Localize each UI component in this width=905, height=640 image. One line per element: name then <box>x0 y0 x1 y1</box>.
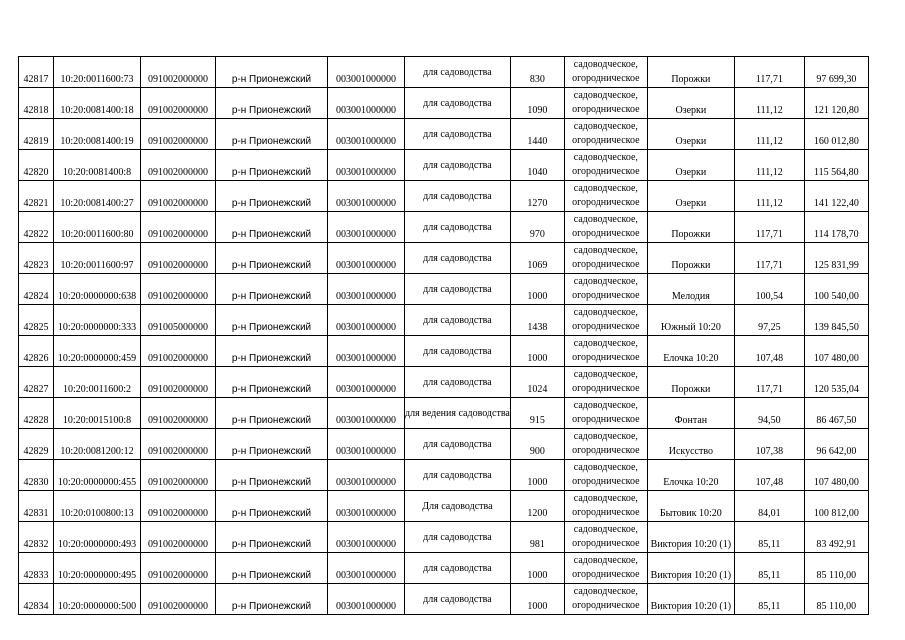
land-kind-cell: садоводческое, огородническое <box>564 57 647 88</box>
land-kind-cell: садоводческое, огородническое <box>564 119 647 150</box>
table-row <box>19 553 869 584</box>
cadastral-number-cell: 10:20:0081400:19 <box>54 119 141 150</box>
permitted-use-cell: для садоводства <box>405 367 511 398</box>
row-number-cell: 42831 <box>19 491 54 522</box>
oktmo-code-cell: 003001000000 <box>328 367 405 398</box>
permitted-use-cell: для садоводства <box>405 274 511 305</box>
land-kind-cell: садоводческое, огородническое <box>564 429 647 460</box>
land-kind-cell: садоводческое, огородническое <box>564 305 647 336</box>
oktmo-code-cell: 003001000000 <box>328 553 405 584</box>
okato-code-cell: 091002000000 <box>141 522 216 553</box>
table-row <box>19 305 869 336</box>
settlement-cell: Порожки <box>647 57 734 88</box>
row-number-cell: 42823 <box>19 243 54 274</box>
area-cell: 1270 <box>510 181 564 212</box>
district-cell: р-н Прионежский <box>216 181 328 212</box>
settlement-cell: Озерки <box>647 88 734 119</box>
row-number-cell: 42834 <box>19 584 54 615</box>
okato-code-cell: 091002000000 <box>141 429 216 460</box>
row-number-cell: 42827 <box>19 367 54 398</box>
district-cell: р-н Прионежский <box>216 150 328 181</box>
land-kind-cell: садоводческое, огородническое <box>564 367 647 398</box>
settlement-cell: Озерки <box>647 119 734 150</box>
table-row <box>19 150 869 181</box>
row-number-cell: 42824 <box>19 274 54 305</box>
area-cell: 900 <box>510 429 564 460</box>
row-number-cell: 42826 <box>19 336 54 367</box>
specific-value-cell: 107,38 <box>734 429 804 460</box>
table-row <box>19 88 869 119</box>
specific-value-cell: 94,50 <box>734 398 804 429</box>
oktmo-code-cell: 003001000000 <box>328 88 405 119</box>
land-kind-cell: садоводческое, огородническое <box>564 491 647 522</box>
area-cell: 1090 <box>510 88 564 119</box>
row-number-cell: 42822 <box>19 212 54 243</box>
specific-value-cell: 117,71 <box>734 243 804 274</box>
district-cell: р-н Прионежский <box>216 522 328 553</box>
permitted-use-cell: для садоводства <box>405 243 511 274</box>
settlement-cell: Порожки <box>647 243 734 274</box>
land-kind-cell: садоводческое, огородническое <box>564 181 647 212</box>
oktmo-code-cell: 003001000000 <box>328 305 405 336</box>
oktmo-code-cell: 003001000000 <box>328 491 405 522</box>
settlement-cell: Бытовик 10:20 <box>647 491 734 522</box>
settlement-cell: Озерки <box>647 150 734 181</box>
district-cell: р-н Прионежский <box>216 367 328 398</box>
row-number-cell: 42828 <box>19 398 54 429</box>
okato-code-cell: 091002000000 <box>141 460 216 491</box>
okato-code-cell: 091002000000 <box>141 398 216 429</box>
land-kind-cell: садоводческое, огородническое <box>564 460 647 491</box>
row-number-cell: 42817 <box>19 57 54 88</box>
permitted-use-cell: для ведения садоводства <box>405 398 511 429</box>
district-cell: р-н Прионежский <box>216 429 328 460</box>
area-cell: 1040 <box>510 150 564 181</box>
oktmo-code-cell: 003001000000 <box>328 181 405 212</box>
land-kind-cell: садоводческое, огородническое <box>564 274 647 305</box>
cadastral-value-cell: 115 564,80 <box>804 150 868 181</box>
oktmo-code-cell: 003001000000 <box>328 398 405 429</box>
land-kind-cell: садоводческое, огородническое <box>564 150 647 181</box>
table-row <box>19 460 869 491</box>
specific-value-cell: 111,12 <box>734 88 804 119</box>
table-row <box>19 212 869 243</box>
row-number-cell: 42833 <box>19 553 54 584</box>
table-row <box>19 181 869 212</box>
cadastral-value-cell: 121 120,80 <box>804 88 868 119</box>
cadastral-value-cell: 141 122,40 <box>804 181 868 212</box>
cadastral-number-cell: 10:20:0100800:13 <box>54 491 141 522</box>
district-cell: р-н Прионежский <box>216 212 328 243</box>
district-cell: р-н Прионежский <box>216 305 328 336</box>
permitted-use-cell: Для садоводства <box>405 491 511 522</box>
permitted-use-cell: для садоводства <box>405 429 511 460</box>
specific-value-cell: 117,71 <box>734 367 804 398</box>
area-cell: 830 <box>510 57 564 88</box>
table-row <box>19 274 869 305</box>
cadastral-number-cell: 10:20:0000000:459 <box>54 336 141 367</box>
oktmo-code-cell: 003001000000 <box>328 119 405 150</box>
district-cell: р-н Прионежский <box>216 553 328 584</box>
cadastral-value-cell: 100 812,00 <box>804 491 868 522</box>
cadastral-value-cell: 86 467,50 <box>804 398 868 429</box>
permitted-use-cell: для садоводства <box>405 305 511 336</box>
oktmo-code-cell: 003001000000 <box>328 212 405 243</box>
cadastral-number-cell: 10:20:0081400:27 <box>54 181 141 212</box>
row-number-cell: 42829 <box>19 429 54 460</box>
specific-value-cell: 107,48 <box>734 336 804 367</box>
okato-code-cell: 091002000000 <box>141 181 216 212</box>
cadastral-value-cell: 85 110,00 <box>804 553 868 584</box>
settlement-cell: Южный 10:20 <box>647 305 734 336</box>
permitted-use-cell: для садоводства <box>405 57 511 88</box>
oktmo-code-cell: 003001000000 <box>328 522 405 553</box>
cadastral-value-cell: 107 480,00 <box>804 336 868 367</box>
okato-code-cell: 091002000000 <box>141 212 216 243</box>
oktmo-code-cell: 003001000000 <box>328 150 405 181</box>
settlement-cell: Виктория 10:20 (1) <box>647 584 734 615</box>
district-cell: р-н Прионежский <box>216 274 328 305</box>
settlement-cell: Мелодия <box>647 274 734 305</box>
cadastral-value-cell: 85 110,00 <box>804 584 868 615</box>
okato-code-cell: 091002000000 <box>141 57 216 88</box>
land-kind-cell: садоводческое, огородническое <box>564 398 647 429</box>
cadastral-number-cell: 10:20:0000000:638 <box>54 274 141 305</box>
table-row <box>19 119 869 150</box>
cadastral-value-cell: 83 492,91 <box>804 522 868 553</box>
okato-code-cell: 091002000000 <box>141 584 216 615</box>
land-kind-cell: садоводческое, огородническое <box>564 88 647 119</box>
cadastral-number-cell: 10:20:0000000:500 <box>54 584 141 615</box>
row-number-cell: 42830 <box>19 460 54 491</box>
district-cell: р-н Прионежский <box>216 88 328 119</box>
cadastral-number-cell: 10:20:0081400:8 <box>54 150 141 181</box>
settlement-cell: Виктория 10:20 (1) <box>647 522 734 553</box>
area-cell: 1024 <box>510 367 564 398</box>
row-number-cell: 42819 <box>19 119 54 150</box>
permitted-use-cell: для садоводства <box>405 584 511 615</box>
okato-code-cell: 091005000000 <box>141 305 216 336</box>
district-cell: р-н Прионежский <box>216 119 328 150</box>
okato-code-cell: 091002000000 <box>141 243 216 274</box>
area-cell: 1000 <box>510 336 564 367</box>
cadastral-number-cell: 10:20:0011600:97 <box>54 243 141 274</box>
settlement-cell: Искусство <box>647 429 734 460</box>
okato-code-cell: 091002000000 <box>141 336 216 367</box>
okato-code-cell: 091002000000 <box>141 88 216 119</box>
specific-value-cell: 84,01 <box>734 491 804 522</box>
settlement-cell: Виктория 10:20 (1) <box>647 553 734 584</box>
table-row <box>19 522 869 553</box>
oktmo-code-cell: 003001000000 <box>328 243 405 274</box>
area-cell: 1000 <box>510 460 564 491</box>
cadastral-value-cell: 139 845,50 <box>804 305 868 336</box>
land-plots-table <box>18 56 869 615</box>
area-cell: 970 <box>510 212 564 243</box>
area-cell: 915 <box>510 398 564 429</box>
permitted-use-cell: для садоводства <box>405 119 511 150</box>
table-row <box>19 398 869 429</box>
okato-code-cell: 091002000000 <box>141 553 216 584</box>
specific-value-cell: 111,12 <box>734 181 804 212</box>
row-number-cell: 42825 <box>19 305 54 336</box>
area-cell: 1200 <box>510 491 564 522</box>
permitted-use-cell: для садоводства <box>405 88 511 119</box>
cadastral-value-cell: 125 831,99 <box>804 243 868 274</box>
area-cell: 1000 <box>510 274 564 305</box>
cadastral-value-cell: 160 012,80 <box>804 119 868 150</box>
permitted-use-cell: для садоводства <box>405 522 511 553</box>
table-row <box>19 243 869 274</box>
district-cell: р-н Прионежский <box>216 243 328 274</box>
okato-code-cell: 091002000000 <box>141 367 216 398</box>
settlement-cell: Порожки <box>647 212 734 243</box>
cadastral-number-cell: 10:20:0000000:493 <box>54 522 141 553</box>
oktmo-code-cell: 003001000000 <box>328 584 405 615</box>
specific-value-cell: 97,25 <box>734 305 804 336</box>
specific-value-cell: 100,54 <box>734 274 804 305</box>
row-number-cell: 42821 <box>19 181 54 212</box>
area-cell: 1440 <box>510 119 564 150</box>
area-cell: 1000 <box>510 553 564 584</box>
table-row <box>19 367 869 398</box>
cadastral-value-cell: 120 535,04 <box>804 367 868 398</box>
permitted-use-cell: для садоводства <box>405 181 511 212</box>
land-kind-cell: садоводческое, огородническое <box>564 336 647 367</box>
cadastral-number-cell: 10:20:0000000:455 <box>54 460 141 491</box>
area-cell: 1069 <box>510 243 564 274</box>
settlement-cell: Озерки <box>647 181 734 212</box>
cadastral-value-cell: 96 642,00 <box>804 429 868 460</box>
cadastral-number-cell: 10:20:0011600:80 <box>54 212 141 243</box>
okato-code-cell: 091002000000 <box>141 491 216 522</box>
cadastral-value-cell: 97 699,30 <box>804 57 868 88</box>
settlement-cell: Порожки <box>647 367 734 398</box>
okato-code-cell: 091002000000 <box>141 150 216 181</box>
land-kind-cell: садоводческое, огородническое <box>564 584 647 615</box>
specific-value-cell: 117,71 <box>734 212 804 243</box>
cadastral-value-cell: 100 540,00 <box>804 274 868 305</box>
permitted-use-cell: для садоводства <box>405 553 511 584</box>
specific-value-cell: 117,71 <box>734 57 804 88</box>
cadastral-number-cell: 10:20:0081400:18 <box>54 88 141 119</box>
table-row <box>19 491 869 522</box>
table-row <box>19 57 869 88</box>
cadastral-value-cell: 107 480,00 <box>804 460 868 491</box>
oktmo-code-cell: 003001000000 <box>328 57 405 88</box>
permitted-use-cell: для садоводства <box>405 150 511 181</box>
table-row <box>19 336 869 367</box>
settlement-cell: Елочка 10:20 <box>647 336 734 367</box>
district-cell: р-н Прионежский <box>216 584 328 615</box>
district-cell: р-н Прионежский <box>216 398 328 429</box>
area-cell: 981 <box>510 522 564 553</box>
okato-code-cell: 091002000000 <box>141 274 216 305</box>
permitted-use-cell: для садоводства <box>405 336 511 367</box>
specific-value-cell: 85,11 <box>734 584 804 615</box>
cadastral-number-cell: 10:20:0011600:73 <box>54 57 141 88</box>
settlement-cell: Фонтан <box>647 398 734 429</box>
area-cell: 1438 <box>510 305 564 336</box>
specific-value-cell: 107,48 <box>734 460 804 491</box>
cadastral-number-cell: 10:20:0000000:333 <box>54 305 141 336</box>
cadastral-number-cell: 10:20:0081200:12 <box>54 429 141 460</box>
district-cell: р-н Прионежский <box>216 460 328 491</box>
settlement-cell: Елочка 10:20 <box>647 460 734 491</box>
area-cell: 1000 <box>510 584 564 615</box>
document-page <box>18 56 869 615</box>
district-cell: р-н Прионежский <box>216 57 328 88</box>
oktmo-code-cell: 003001000000 <box>328 460 405 491</box>
cadastral-number-cell: 10:20:0011600:2 <box>54 367 141 398</box>
specific-value-cell: 85,11 <box>734 553 804 584</box>
land-kind-cell: садоводческое, огородническое <box>564 522 647 553</box>
row-number-cell: 42820 <box>19 150 54 181</box>
specific-value-cell: 111,12 <box>734 150 804 181</box>
oktmo-code-cell: 003001000000 <box>328 336 405 367</box>
table-row <box>19 584 869 615</box>
oktmo-code-cell: 003001000000 <box>328 274 405 305</box>
row-number-cell: 42818 <box>19 88 54 119</box>
permitted-use-cell: для садоводства <box>405 212 511 243</box>
district-cell: р-н Прионежский <box>216 336 328 367</box>
specific-value-cell: 111,12 <box>734 119 804 150</box>
table-row <box>19 429 869 460</box>
permitted-use-cell: для садоводства <box>405 460 511 491</box>
land-kind-cell: садоводческое, огородническое <box>564 553 647 584</box>
cadastral-number-cell: 10:20:0015100:8 <box>54 398 141 429</box>
okato-code-cell: 091002000000 <box>141 119 216 150</box>
oktmo-code-cell: 003001000000 <box>328 429 405 460</box>
cadastral-value-cell: 114 178,70 <box>804 212 868 243</box>
land-kind-cell: садоводческое, огородническое <box>564 212 647 243</box>
cadastral-number-cell: 10:20:0000000:495 <box>54 553 141 584</box>
land-kind-cell: садоводческое, огородническое <box>564 243 647 274</box>
row-number-cell: 42832 <box>19 522 54 553</box>
specific-value-cell: 85,11 <box>734 522 804 553</box>
district-cell: р-н Прионежский <box>216 491 328 522</box>
